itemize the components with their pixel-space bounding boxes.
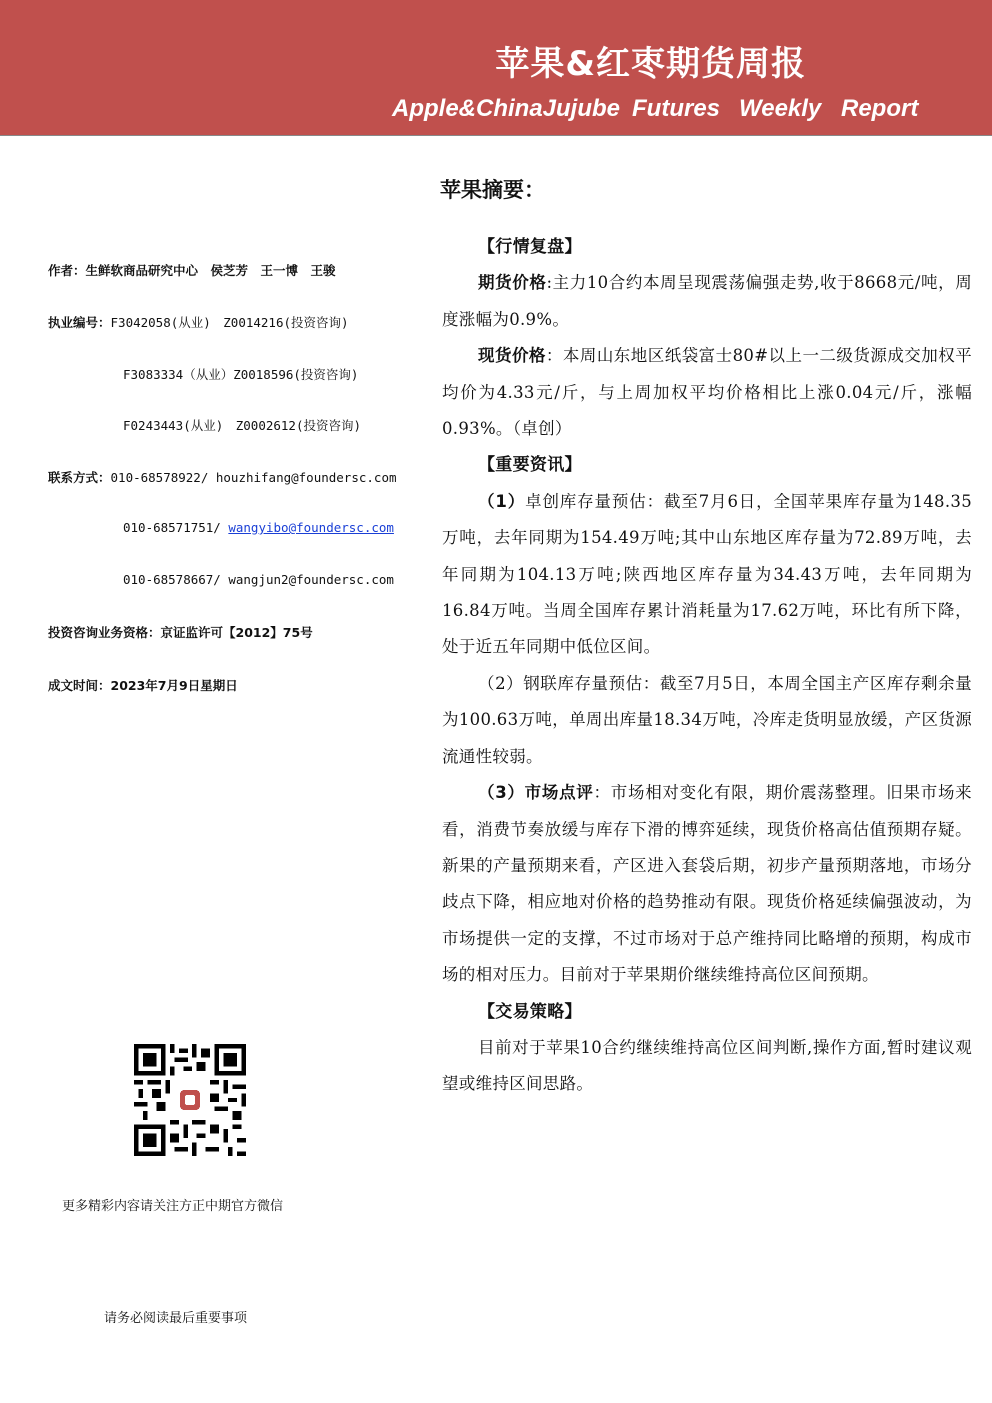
qualification-line: [48, 623, 313, 641]
contact-1: 010-68578922/ houzhifang@foundersc.com: [110, 470, 397, 485]
section-heading-market: 【行情复盘】: [478, 237, 582, 257]
date-line: [48, 676, 238, 694]
license-3: F0243443(从业) Z0002612(投资咨询): [123, 418, 362, 433]
news-item-1: [442, 484, 972, 666]
contact-label: 联系方式：: [48, 470, 111, 485]
spot-price-paragraph: [442, 338, 972, 447]
contact-2: [123, 520, 394, 535]
contact-line: [48, 468, 397, 486]
spot-text: ：本周山东地区纸袋富士80#以上一二级货源成交加权平均价为4.33元/斤，与上周加权平均价格相比上涨0.04元/斤，涨幅0.93%。（卓创）: [442, 346, 973, 439]
news-1-label: （1）: [478, 491, 526, 511]
strategy-paragraph: 目前对于苹果10合约继续维持高位区间判断,操作方面,暂时建议观望或维持区间思路。: [442, 1037, 972, 1094]
date-label: 成文时间：: [48, 678, 111, 693]
license-label: 执业编号：: [48, 315, 111, 330]
license-1: F3042058(从业) Z0014216(投资咨询): [110, 315, 349, 330]
contact-3: 010-68578667/ wangjun2@foundersc.com: [123, 572, 394, 587]
contact-2-phone: 010-68571751/: [123, 520, 229, 535]
header-divider: [0, 135, 992, 136]
news-3-label: （3）市场点评: [478, 783, 594, 803]
report-title-cn: 苹果&红枣期货周报: [495, 44, 806, 84]
news-1-text: 卓创库存量预估：截至7月6日，全国苹果库存量为148.35万吨，去年同期为154.49万吨;其中山东地区库存量为72.89万吨，去年同期为104.13万吨;陕西地区库存量为34.43万吨，去年同期为16.84万吨。当周全国库存累计消耗量为17.62万吨，环比有所下降，处于近五年同期中低位区间。: [442, 491, 972, 657]
summary-body: [442, 229, 972, 1103]
date-value: 2023年7月9日星期日: [110, 678, 238, 693]
qualification-value: 京证监许可【2012】75号: [160, 625, 313, 640]
license-2: F3083334（从业）Z0018596(投资咨询): [123, 367, 359, 382]
news-3-text: ：市场相对变化有限，期价震荡整理。旧果市场来看，消费节奏放缓与库存下滑的博弈延续，现货价格高估值预期存疑。新果的产量预期来看，产区进入套袋后期，初步产量预期落地，市场分歧点下降，相应地对价格的趋势推动有限。现货价格延续偏强波动，为市场提供一定的支撑，不过市场对于总产维持同比略增的预期，构成市场的相对压力。目前对于苹果期价继续维持高位区间预期。: [442, 783, 972, 985]
report-title-en: [392, 95, 919, 129]
email-link[interactable]: wangyibo@foundersc.com: [228, 520, 394, 535]
title-en-word: ChinaJujube: [476, 95, 621, 122]
spot-label: 现货价格: [478, 346, 546, 366]
title-en-word: Weekly: [739, 95, 822, 122]
futures-label: 期货价格: [478, 273, 547, 293]
author-line: [48, 261, 336, 279]
summary-title: 苹果摘要：: [440, 178, 545, 202]
qr-caption: 更多精彩内容请关注方正中期官方微信: [62, 1199, 284, 1214]
section-heading-strategy: 【交易策略】: [478, 1001, 582, 1022]
title-en-word: Futures: [632, 95, 721, 122]
section-heading-news: 【重要资讯】: [478, 455, 582, 476]
disclaimer-note: 请务必阅读最后重要事项: [104, 1311, 248, 1326]
futures-text: :主力10合约本周呈现震荡偏强走势,收于8668元/吨，周度涨幅为0.9%。: [442, 273, 972, 329]
qualification-label: 投资咨询业务资格：: [48, 625, 161, 640]
header-banner: [0, 0, 992, 135]
news-item-3: [442, 775, 972, 993]
futures-price-paragraph: [442, 265, 972, 338]
author-label: 作者：: [48, 263, 86, 278]
title-en-word: Report: [841, 95, 919, 122]
title-en-word: Apple&: [392, 95, 476, 122]
qr-code-icon[interactable]: [134, 1044, 246, 1156]
license-line: [48, 313, 349, 331]
news-item-2: （2）钢联库存量预估：截至7月5日，本周全国主产区库存剩余量为100.63万吨，单周出库量18.34万吨，冷库走货明显放缓，产区货源流通性较弱。: [442, 673, 972, 766]
author-value: 生鲜软商品研究中心 侯芝芳 王一博 王骏: [85, 263, 336, 278]
